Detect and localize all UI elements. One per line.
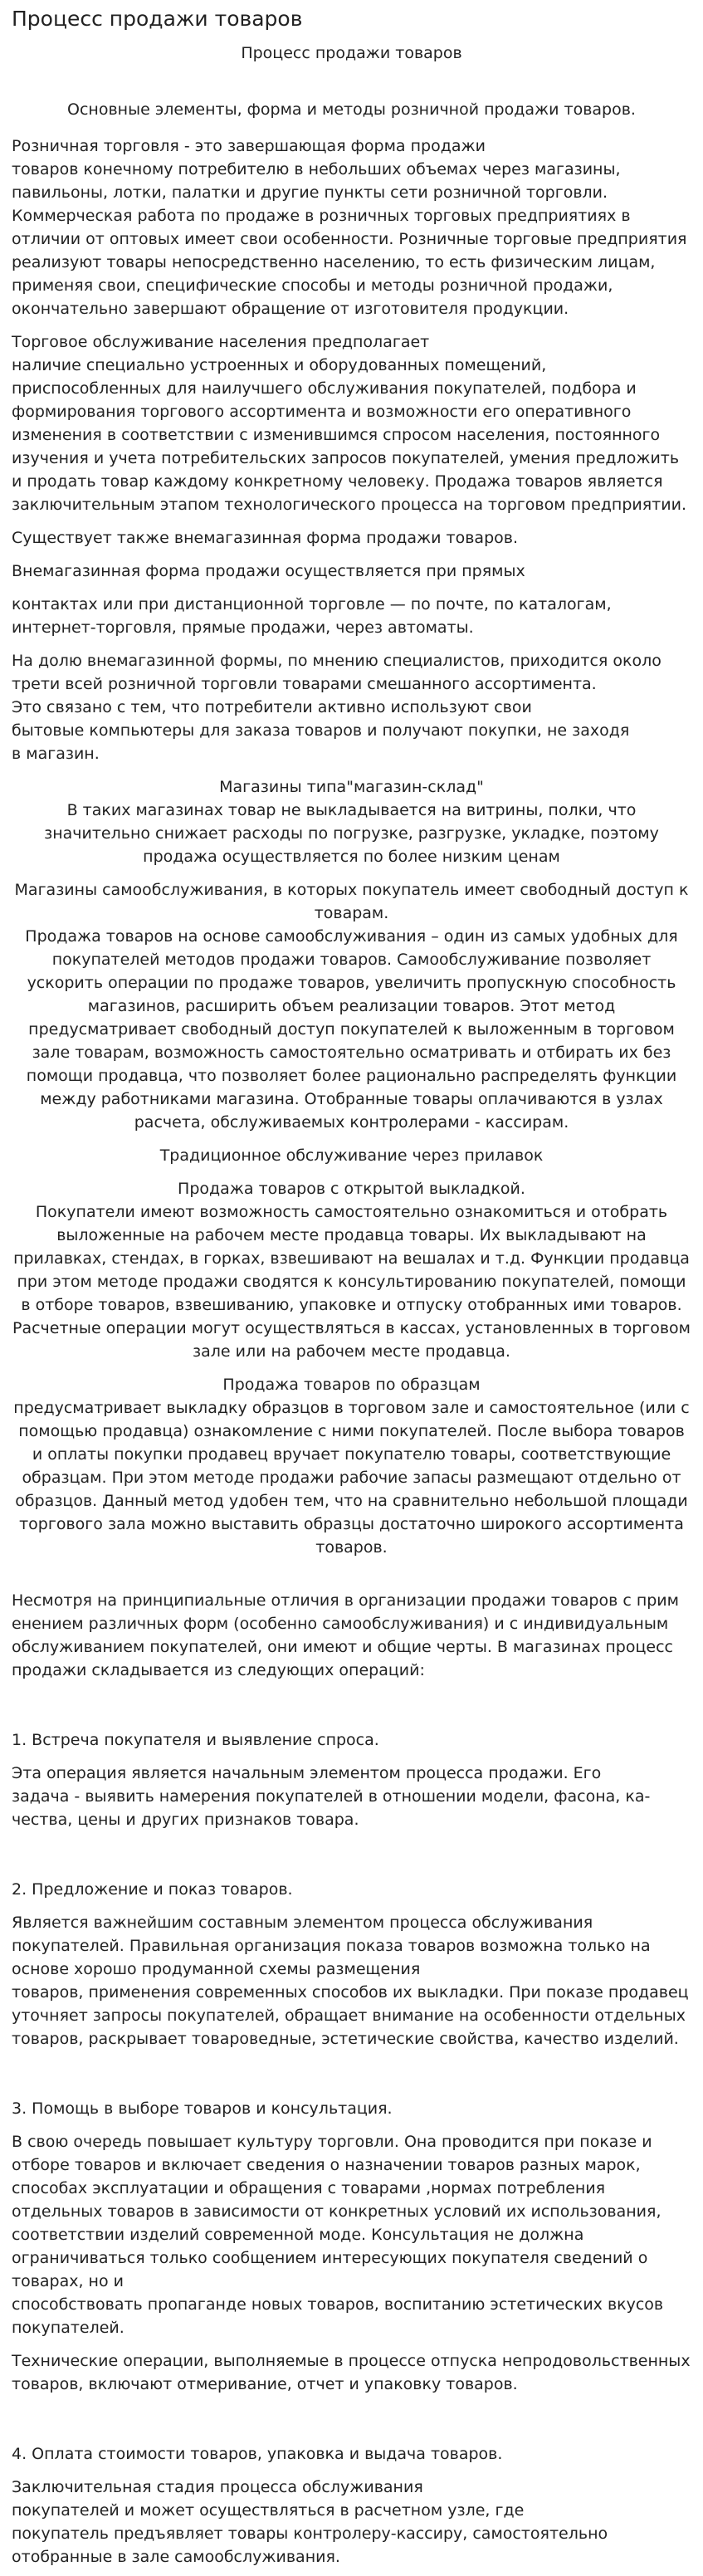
- retail-paragraph-3: Существует также внемагазинная форма продажи товаров.: [12, 529, 518, 547]
- counter-text: Покупатели имеют возможность самостоятельно ознакомиться и отобрать выложенные на рабочем месте продавца товары. Их выкладывают на прилавках, стендах, в горках, взвешивают на вешалах и т.д. Функции продавца при этом методе продажи сводятся к консультированию покупателей, помощи в отборе товаров, взвешиванию, упаковке и отпуску отобранных ими товаров. Расчетные операции могут осуществляться в кассах, установленных в торговом зале или на рабочем месте продавца.: [12, 1203, 691, 1361]
- retail-paragraph-4: Внемагазинная форма продажи осуществляется при прямых: [12, 562, 525, 580]
- document-page: [0, 5, 703, 2569]
- warehouse-text: В таких магазинах товар не выкладывается на витрины, полки, что значительно снижает расходы по погрузке, разгрузке, укладке, поэтому продажа осуществляется по более низким ценам: [44, 801, 659, 866]
- warehouse-heading: Магазины типа"магазин-склад": [219, 778, 484, 796]
- samples-heading: Продажа товаров по образцам: [222, 1376, 481, 1394]
- step-title: 2. Предложение и показ товаров.: [12, 1880, 293, 1899]
- counter-heading: Традиционное обслуживание через прилавок: [159, 1146, 544, 1165]
- section-heading: Основные элементы, форма и методы розничной продажи товаров.: [67, 100, 636, 119]
- step-text: Заключительная стадия процесса обслуживания покупателей и может осуществляться в расчетном узле, где покупатель предъявляет товары контролеру-кассиру, самостоятельно отобранные в зале самообслуживания.: [12, 2478, 608, 2566]
- step-text: Является важнейшим составным элементом процесса обслуживания покупателей. Правильная организация показа товаров возможна только на основе хорошо продуманной схемы размещения товаров, применения современных способов их выкладки. При показе продавец уточняет запросы покупателей, обращает внимание на особенности отдельных товаров, раскрывает товароведные, эстетические свойства, качество изделий.: [12, 1914, 689, 2048]
- process-intro: Несмотря на принципиальные отличия в организации продажи товаров с прим енением различных форм (особенно самообслуживания) и с индивидуальным обслуживанием покупателей, они имеют и общие черты. В магазинах процесс продажи складывается из следующих операций:: [12, 1591, 679, 1679]
- step-text: Технические операции, выполняемые в процессе отпуска непродовольственных товаров, включают отмеривание, отчет и упаковку товаров.: [12, 2352, 691, 2393]
- retail-paragraph-2: Торговое обслуживание населения предполагает наличие специально устроенных и оборудованных помещений, приспособленных для наилучшего обслуживания покупателей, подбора и формирования торгового ассортимента и возможности его оперативного изменения в соответствии с изменившимся спросом населения, постоянного изучения и учета потребительских запросов покупателей, умения предложить и продать товар каждому конкретному человеку. Продажа товаров является заключительным этапом технологического процесса на торговом предприятии.: [12, 333, 686, 514]
- counter-subheading: Продажа товаров с открытой выкладкой.: [178, 1180, 525, 1198]
- self-service-text: Магазины самообслуживания, в которых покупатель имеет свободный доступ к товарам. Продажа товаров на основе самообслуживания – один из самых удобных для покупателей методов продажи товаров. Самообслуживание позволяет ускорить операции по продаже товаров, увеличить пропускную способность магазинов, расширить объем реализации товаров. Этот метод предусматривает свободный доступ покупателей к выложенным в торговом зале товарам, возможность самостоятельно осматривать и отбирать их без помощи продавца, что позволяет более рационально распределять функции между работниками магазина. Отобранные товары оплачиваются в узлах расчета, обслуживаемых контролерами - кассирам.: [14, 881, 689, 1132]
- step-text: В свою очередь повышает культуру торговли. Она проводится при показе и отборе товаров и включает сведения о назначении товаров разных марок, способах эксплуатации и обращения с товарами ,нормах потребления отдельных товаров в зависимости от конкретных условий их использования, соответствии изделий современной моде. Консультация не должна ограничиваться только сообщением интересующих покупателя сведений о товарах, но и способствовать пропаганде новых товаров, воспитанию эстетических вкусов покупателей.: [12, 2133, 664, 2337]
- step-title: 4. Оплата стоимости товаров, упаковка и выдача товаров.: [12, 2445, 503, 2463]
- retail-paragraph-5: контактах или при дистанционной торговле — по почте, по каталогам, интернет-торговля, прямые продажи, через автоматы.: [12, 595, 612, 637]
- retail-paragraph-6: На долю внемагазинной формы, по мнению специалистов, приходится около трети всей розничной торговли товарами смешанного ассортимента. Это связано с тем, что потребители активно используют свои бытовые компьютеры для заказа товаров и получают покупки, не заходя в магазин.: [12, 652, 662, 763]
- step-text: Эта операция является начальным элементом процесса продажи. Его задача - выявить намерения покупателей в отношении модели, фасона, ка- чества, цены и других признаков товара.: [12, 1764, 651, 1829]
- step-title: 1. Встреча покупателя и выявление спроса.: [12, 1731, 379, 1749]
- retail-paragraph-1: Розничная торговля - это завершающая форма продажи товаров конечному потребителю в небольших объемах через магазины, павильоны, лотки, палатки и другие пункты сети розничной торговли. Коммерческая работа по продаже в розничных торговых предприятиях в отличии от оптовых имеет свои особенности. Розничные торговые предприятия реализуют товары непосредственно населению, то есть физическим лицам, применяя свои, специфические способы и методы розничной продажи, окончательно завершают обращение от изготовителя продукции.: [12, 137, 687, 318]
- document-subtitle: Процесс продажи товаров: [241, 44, 462, 62]
- samples-text: предусматривает выкладку образцов в торговом зале и самостоятельное (или с помощью продавца) ознакомление с ними покупателей. После выбора товаров и оплаты покупки продавец вручает покупателю товары, соответствующие образцам. При этом методе продажи рабочие запасы размещают отдельно от образцов. Данный метод удобен тем, что на сравнительно небольшой площади торгового зала можно выставить образцы достаточно широкого ассортимента товаров.: [13, 1399, 690, 1557]
- step-title: 3. Помощь в выборе товаров и консультация.: [12, 2099, 393, 2118]
- document-title: Процесс продажи товаров: [12, 7, 303, 31]
